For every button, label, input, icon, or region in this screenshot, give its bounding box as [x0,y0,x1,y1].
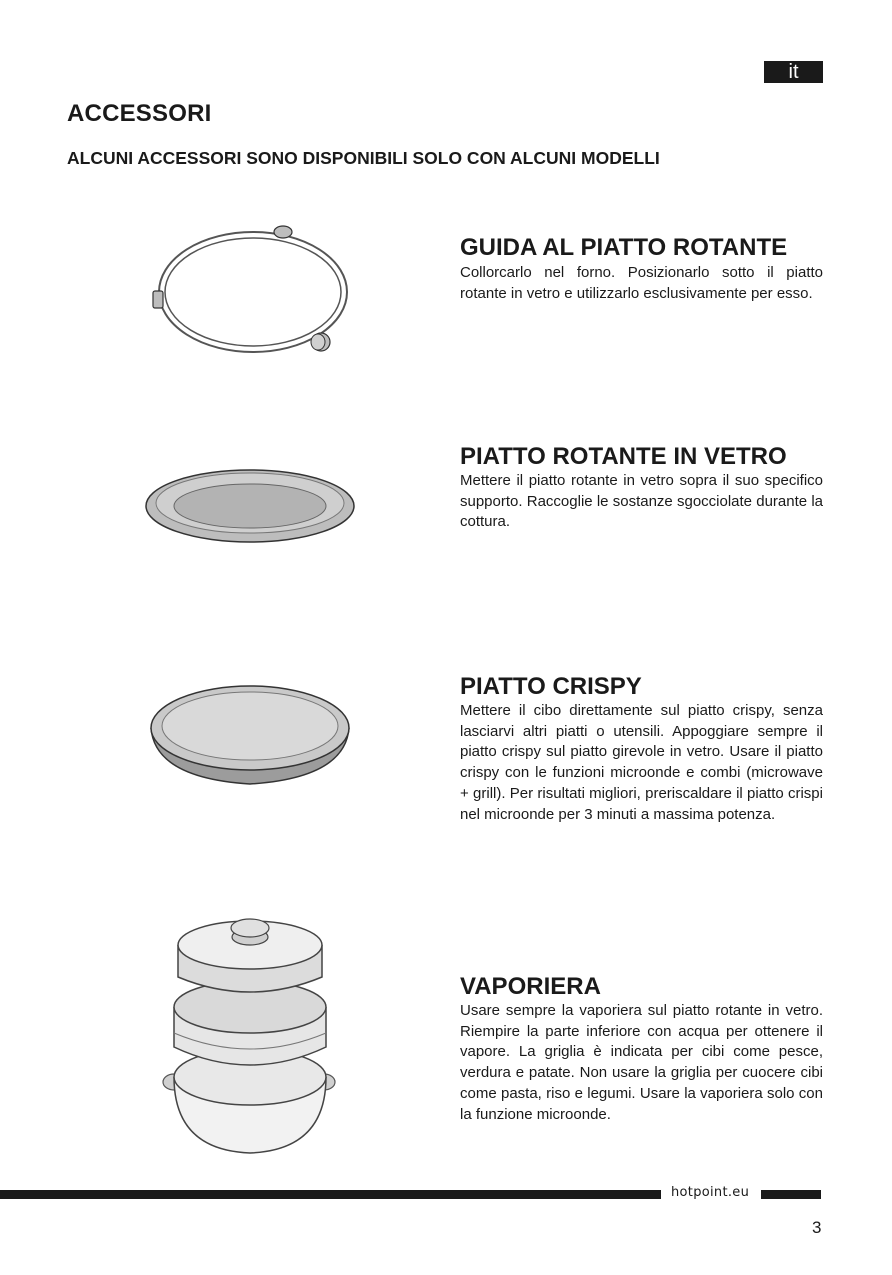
accessory-description: Collorcarlo nel forno. Posizionarlo sotto il piatto rotante in vetro e utilizzarlo esclusivamente per esso. [460,264,823,302]
language-tab: it [764,61,823,83]
crispy-plate-icon [145,680,355,792]
page-number: 3 [812,1218,822,1237]
accessory-title: VAPORIERA [460,973,601,1000]
page-title: ACCESSORI [67,100,212,127]
glass-turntable-icon [140,462,360,547]
footer-rule [761,1190,821,1199]
footer-rule [0,1190,661,1199]
accessory-description: Usare sempre la vaporiera sul piatto rotante in vetro. Riempire la parte inferiore con acqua per ottenere il vapore. La griglia è indicata per cibi come pesce, verdura e patate. Non usare la griglia per cuocere cibi come pasta, riso e legumi. Usare la vaporiera solo con la funzione microonde. [460,1002,823,1123]
accessory-title: PIATTO ROTANTE IN VETRO [460,443,787,470]
accessory-description: Mettere il cibo direttamente sul piatto crispy, senza lasciarvi altri piatti o utensili. Appoggiare sempre il piatto crispy sul piatto girevole in vetro. Usare il piatto crispy con le funzioni microonde e combi (microwave + grill). Per risultati migliori, preriscaldare il piatto crispi nel microonde per 3 minuti a massima potenza. [460,702,823,823]
accessory-title: GUIDA AL PIATTO ROTANTE [460,234,788,261]
accessory-title: PIATTO CRISPY [460,673,642,700]
footer-website: hotpoint.eu [671,1185,750,1200]
page-subtitle: ALCUNI ACCESSORI SONO DISPONIBILI SOLO CON ALCUNI MODELLI [67,148,660,168]
accessory-description: Mettere il piatto rotante in vetro sopra il suo specifico supporto. Raccoglie le sostanze sgocciolate durante la cottura. [460,472,823,531]
steamer-icon [160,915,340,1160]
turntable-support-ring-icon [150,222,360,357]
